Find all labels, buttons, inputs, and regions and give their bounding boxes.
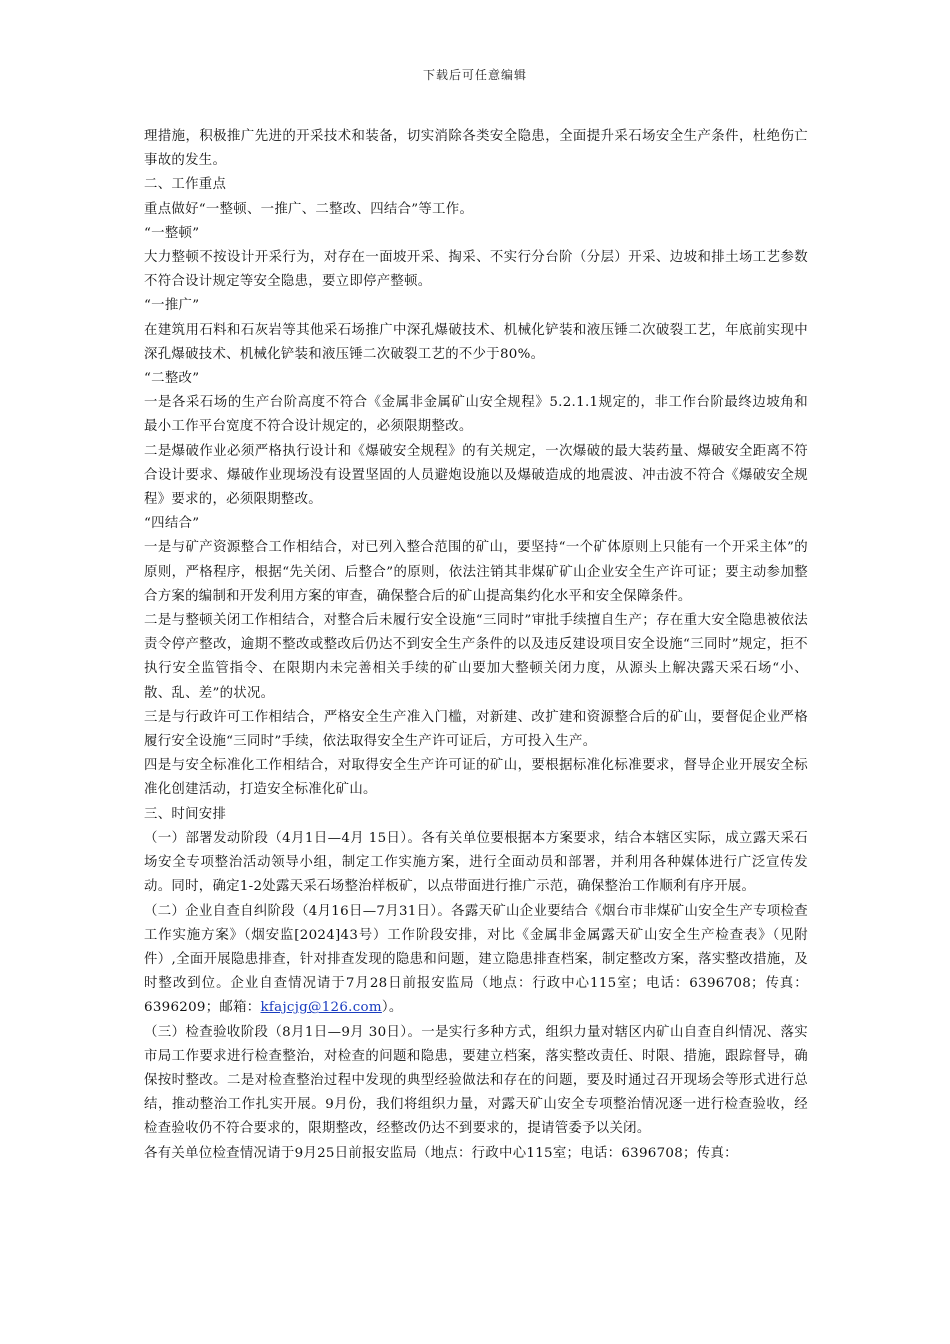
subheading: “一推广” bbox=[144, 298, 200, 314]
paragraph-text: （二）企业自查自纠阶段（4月16日—7月31日）。各露天矿山企业要结合《烟台市非煤矿山安全生产专项检查工作实施方案》（烟安监[2024]43号）工作阶段安排，对比《金属非金属露天矿山安全生产检查表》（见附件）,全面开展隐患排查，针对排查发现的隐患和问题，建立隐患排查档案，制定整改方案，落实整改措施，及时整改到位。企业自查情况请于7月28日前报安监局（地点：行政中心115室；电话：6396708；传真：6396209；邮箱： bbox=[144, 903, 808, 1016]
document-body bbox=[144, 125, 808, 1166]
subheading: “四结合” bbox=[144, 516, 200, 532]
paragraph: 在建筑用石料和石灰岩等其他采石场推广中深孔爆破技术、机械化铲装和液压锤二次破裂工艺，年底前实现中深孔爆破技术、机械化铲装和液压锤二次破裂工艺的不少于80%。 bbox=[144, 322, 808, 362]
page-header: 下载后可任意编辑 bbox=[422, 68, 527, 82]
paragraph-stage-3: （三）检查验收阶段（8月1日—9月 30日）。一是实行多种方式，组织力量对辖区内矿山自查自纠情况、落实市局工作要求进行检查整治，对检查的问题和隐患，要建立档案，落实整改责任、时限、措施，跟踪督导，确保按时整改。二是对检查整治过程中发现的典型经验做法和存在的问题，要及时通过召开现场会等形式进行总结，推动整治工作扎实开展。9月份，我们将组织力量，对露天矿山安全专项整治情况逐一进行检查验收，经检查验收仍不符合要求的，限期整改，经整改仍达不到要求的，提请管委予以关闭。 bbox=[144, 1024, 808, 1137]
paragraph: （一）部署发动阶段（4月1日—4月 15日）。各有关单位要根据本方案要求，结合本辖区实际，成立露天采石场安全专项整治活动领导小组，制定工作实施方案，进行全面动员和部署，并利用各种媒体进行广泛宣传发动。同时，确定1-2处露天采石场整治样板矿，以点带面进行推广示范，确保整治工作顺利有序开展。 bbox=[144, 830, 808, 895]
email-link[interactable]: kfajcjg@126.com bbox=[260, 1000, 382, 1016]
paragraph: 一是与矿产资源整合工作相结合，对已列入整合范围的矿山，要坚持“一个矿体原则上只能有一个开采主体”的原则，严格程序，根据“先关闭、后整合”的原则，依法注销其非煤矿矿山企业安全生产许可证；要主动参加整合方案的编制和开发利用方案的审查，确保整合后的矿山提高集约化水平和安全保障条件。 bbox=[144, 540, 808, 604]
paragraph: 三是与行政许可工作相结合，严格安全生产准入门槛，对新建、改扩建和资源整合后的矿山，要督促企业严格履行安全设施“三同时”手续，依法取得安全生产许可证后，方可投入生产。 bbox=[144, 709, 808, 750]
paragraph: 各有关单位检查情况请于9月25日前报安监局（地点：行政中心115室；电话：6396708；传真： bbox=[144, 1145, 738, 1161]
paragraph: 一是各采石场的生产台阶高度不符合《金属非金属矿山安全规程》5.2.1.1规定的，非工作台阶最终边坡角和最小工作平台宽度不符合设计规定的，必须限期整改。 bbox=[144, 395, 808, 435]
paragraph: 重点做好“一整顿、一推广、二整改、四结合”等工作。 bbox=[144, 201, 474, 217]
paragraph-stage-2 bbox=[144, 900, 808, 1021]
paragraph: 理措施，积极推广先进的开采技术和装备，切实消除各类安全隐患，全面提升采石场安全生产条件，杜绝伤亡事故的发生。 bbox=[144, 129, 808, 169]
paragraph: 四是与安全标准化工作相结合，对取得安全生产许可证的矿山，要根据标准化标准要求，督导企业开展安全标准化创建活动，打造安全标准化矿山。 bbox=[144, 758, 808, 798]
paragraph-tail: ）。 bbox=[381, 1000, 403, 1016]
section-heading: 三、时间安排 bbox=[144, 806, 227, 822]
paragraph: 二是与整顿关闭工作相结合，对整合后未履行安全设施“三同时”审批手续擅自生产；存在重大安全隐患被依法责令停产整改，逾期不整改或整改后仍达不到安全生产条件的以及违反建设项目安全设施“三同时”规定，拒不执行安全监管指令、在限期内未完善相关手续的矿山要加大整顿关闭力度，从源头上解决露天采石场“小、散、乱、差”的状况。 bbox=[144, 613, 808, 701]
subheading: “二整改” bbox=[144, 371, 200, 387]
paragraph: 大力整顿不按设计开采行为，对存在一面坡开采、掏采、不实行分台阶（分层）开采、边坡和排土场工艺参数不符合设计规定等安全隐患，要立即停产整顿。 bbox=[144, 250, 808, 290]
subheading: “一整顿” bbox=[144, 225, 200, 241]
paragraph: 二是爆破作业必须严格执行设计和《爆破安全规程》的有关规定，一次爆破的最大装药量、爆破安全距离不符合设计要求、爆破作业现场没有设置坚固的人员避炮设施以及爆破造成的地震波、冲击波不符合《爆破安全规程》要求的，必须限期整改。 bbox=[144, 443, 808, 508]
section-heading: 二、工作重点 bbox=[144, 177, 227, 193]
